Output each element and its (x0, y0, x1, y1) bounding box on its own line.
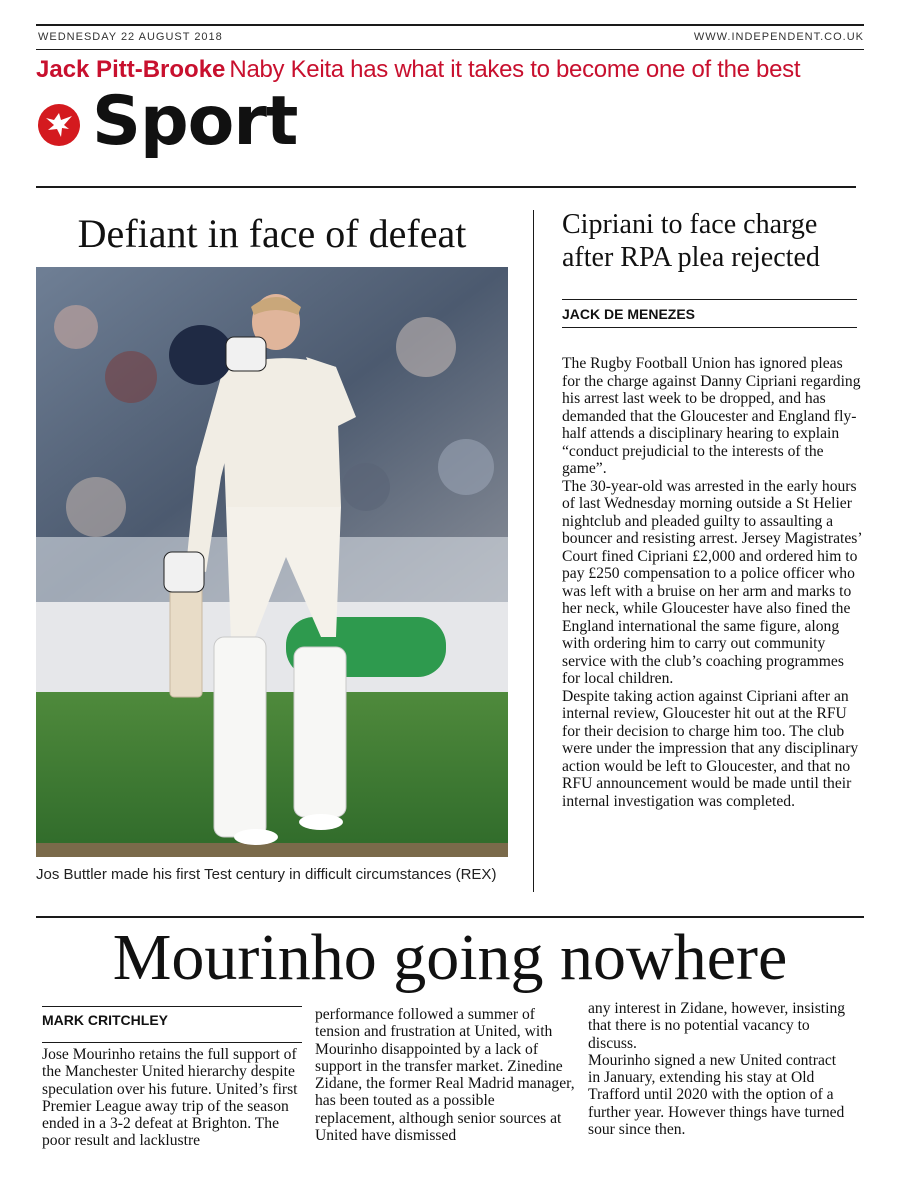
right-headline: Cipriani to face charge after RPA plea rejected (562, 209, 820, 274)
section-title: Sport (92, 82, 298, 161)
bottom-paragraph: Mourinho signed a new United contract in January, extending his stay at Old Trafford until 2020 with the option of a further year. However things have turned sour since then. (588, 1051, 845, 1139)
right-byline-rule-top (562, 299, 857, 300)
header-rule (36, 49, 864, 50)
bottom-paragraph: Jose Mourinho retains the full support of the Manchester United hierarchy despite speculation over his future. United’s first Premier League away trip of the season ended in a 3-2 defeat at Brighton. The poor result and lacklustre (42, 1046, 298, 1150)
issue-date: WEDNESDAY 22 AUGUST 2018 (38, 31, 223, 43)
promo-line[interactable] (36, 56, 800, 84)
mid-rule (36, 916, 864, 918)
bottom-column-3 (588, 1000, 848, 1138)
top-rule (36, 24, 864, 26)
column-divider (533, 210, 534, 892)
right-paragraph: The 30-year-old was arrested in the early hours of last Wednesday morning outside a St Helier nightclub and pleaded guilty to assaulting a bouncer and resisting arrest. Jersey Magistrates’ Court fined Cipriani £2,000 and ordered him to pay £250 compensation to a police officer who was left with a bruise on her arm and marks to her neck, while Gloucester have also fined the England international the same figure, along with ordering him to carry out community service with the club’s coaching programmes for local children. (562, 477, 862, 687)
right-byline-rule-bottom (562, 327, 857, 328)
eagle-logo-icon (38, 104, 80, 146)
bottom-column-2 (315, 1006, 575, 1144)
right-story-body (562, 355, 862, 810)
left-headline: Defiant in face of defeat (77, 211, 467, 256)
photo-caption: Jos Buttler made his first Test century in difficult circumstances (REX) (36, 866, 497, 883)
promo-author: Jack Pitt-Brooke (36, 56, 226, 83)
bottom-byline-rule-bottom (42, 1042, 302, 1043)
promo-title: Naby Keita has what it takes to become one of the best (229, 56, 801, 83)
bottom-headline: Mourinho going nowhere (112, 921, 788, 994)
right-paragraph: Despite taking action against Cipriani after an internal review, Gloucester hit out at the RFU for their decision to charge him too. The club were under the impression that any disciplinary action would be left to Gloucester, and that no RFU announcement would be made until their internal investigation was completed. (562, 687, 859, 810)
bottom-paragraph: any interest in Zidane, however, insisting that there is no potential vacancy to discuss. (588, 1000, 846, 1052)
bottom-byline: MARK CRITCHLEY (42, 1012, 168, 1028)
section-rule (36, 186, 856, 188)
bottom-paragraph: performance followed a summer of tension and frustration at United, with Mourinho disappointed by a lack of support in the transfer market. Zinedine Zidane, the former Real Madrid manager, has been touted as a possible replacement, although senior sources at United have dismissed (315, 1006, 575, 1145)
bottom-byline-rule-top (42, 1006, 302, 1007)
right-byline: JACK DE MENEZES (562, 306, 696, 322)
bottom-column-1 (42, 1046, 302, 1150)
site-url[interactable]: WWW.INDEPENDENT.CO.UK (693, 31, 864, 43)
right-paragraph: The Rugby Football Union has ignored pleas for the charge against Danny Cipriani regarding his arrest last week to be dropped, and has demanded that the Gloucester and England fly-half attends a disciplinary hearing to explain “conduct prejudicial to the interests of the game”. (562, 355, 861, 477)
cricket-photo (36, 267, 508, 857)
